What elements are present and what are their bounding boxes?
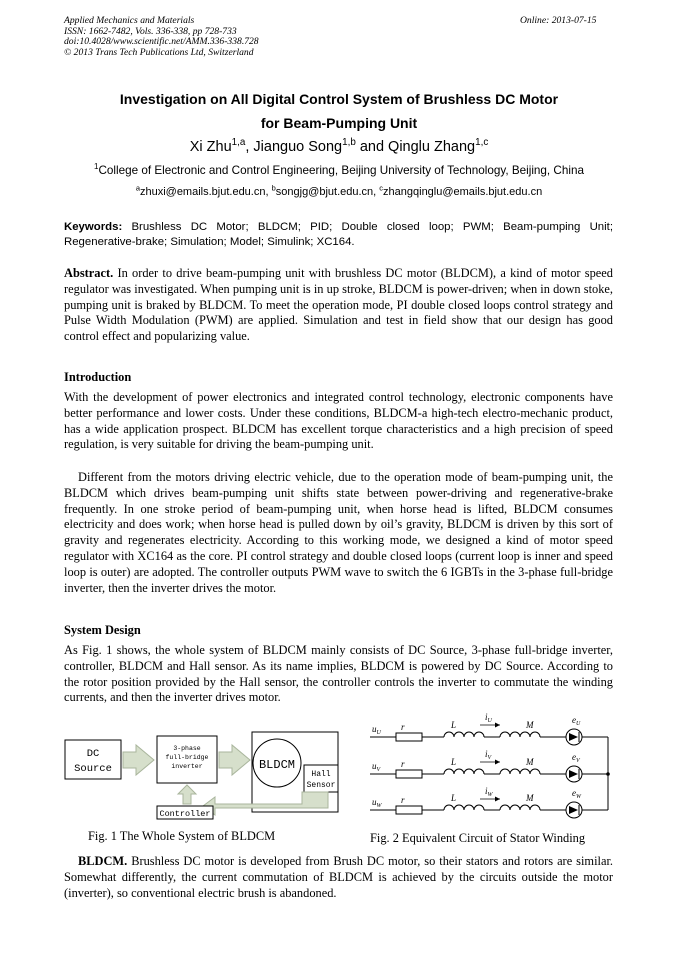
bldcm-paragraph	[64, 854, 613, 901]
figure-2-circuit	[368, 712, 618, 827]
mutual-inductor	[500, 805, 540, 810]
email-link[interactable]: songjg@bjut.edu.cn	[275, 186, 374, 198]
abstract-label: Abstract.	[64, 266, 114, 280]
phase-branch-v	[370, 749, 608, 782]
email-mark: a	[135, 183, 140, 193]
keywords-text: Brushless DC Motor; BLDCM; PID; Double closed loop; PWM; Beam-pumping Unit; Regenerative-brake; Simulation; Model; Simulink; XC164.	[64, 221, 613, 248]
resistor-label: r	[401, 722, 405, 732]
intro-paragraph-2: Different from the motors driving electric vehicle, due to the operation mode of beam-pumping unit, the BLDCM which drives beam-pumping unit shifts state between power-driving and regenerative-brake frequently. In one stroke period of beam-pumping unit, when horse head is lifted, BLDCM consumes electricity and does work; when horse head is pulled down by oil’s gravity, BLDCM is driven by this sort of gravity and regenerates electricity. According to this working mode, we designed a kind of motor speed regulator with XC164 as the core. PI control strategy and double closed loops (current loop is inner and speed loop is outer) are adopted. The controller outputs PWM wave to switch the 6 IGBTs in the 3-phase full-bridge inverter, then the inverter drives the motor.	[64, 470, 613, 595]
figure-2-caption: Fig. 2 Equivalent Circuit of Stator Winding	[370, 831, 586, 845]
affiliation-mark: 1	[94, 162, 99, 172]
email-mark: b	[271, 183, 276, 193]
author-separator: and	[355, 139, 389, 155]
inverter-label: 3-phase	[173, 745, 201, 752]
journal-issn: ISSN: 1662-7482, Vols. 336-338, pp 728-733	[64, 25, 237, 37]
mutual-inductor-label: M	[526, 757, 534, 767]
keywords	[64, 220, 613, 250]
author-affil-mark: 1,a	[231, 137, 246, 149]
author-name: Jianguo Song	[253, 139, 343, 155]
phase-branch-u	[370, 712, 608, 745]
email-separator: ,	[265, 186, 272, 198]
author-separator: ,	[245, 139, 254, 155]
figure-1-caption: Fig. 1 The Whole System of BLDCM	[88, 829, 276, 843]
mutual-inductor	[500, 769, 540, 774]
phase-branch-w	[370, 786, 608, 818]
affiliation	[0, 164, 678, 177]
email-separator: ,	[373, 186, 380, 198]
journal-copyright: © 2013 Trans Tech Publications Ltd, Switzerland	[64, 46, 254, 58]
section-heading-introduction: Introduction	[64, 370, 132, 384]
hall-sensor-label: Sensor	[306, 781, 336, 790]
resistor-label: r	[401, 759, 405, 769]
emf-label: $e_U$	[572, 715, 581, 727]
bldcm-text: Brushless DC motor is developed from Brush DC motor, so their stators and rotors are similar. Somewhat differently, the current commutation of BLDCM is achieved by the circuits outside the motor (inverter), so conventional electric brush is abandoned.	[64, 854, 613, 900]
current-label: $i_W$	[485, 786, 493, 798]
inductor	[444, 769, 484, 774]
emf-label: $e_W$	[572, 788, 581, 800]
control-signal-arrow	[178, 785, 196, 804]
author-affil-mark: 1,b	[342, 137, 356, 149]
mutual-inductor-label: M	[526, 793, 534, 803]
hall-sensor-label: Hall	[311, 770, 331, 779]
author-list	[0, 139, 678, 155]
bldcm-label: BLDCM.	[78, 854, 128, 868]
affiliation-text: College of Electronic and Control Engineering, Beijing University of Technology, Beijing, China	[98, 164, 584, 177]
email-link[interactable]: zhuxi@emails.bjut.edu.cn	[139, 186, 266, 198]
inductor	[444, 805, 484, 810]
voltage-label: $u_V$	[372, 761, 381, 773]
current-label: $i_V$	[485, 749, 492, 761]
emf-label: $e_V$	[572, 752, 580, 764]
inductor-label: L	[451, 793, 457, 803]
current-label: $i_U$	[485, 712, 492, 724]
keywords-label: Keywords:	[64, 221, 123, 233]
abstract	[64, 266, 613, 345]
voltage-label: $u_W$	[372, 797, 382, 809]
resistor	[396, 770, 422, 778]
email-link[interactable]: zhangqinglu@emails.bjut.edu.cn	[383, 186, 543, 198]
author-emails	[0, 183, 678, 198]
dc-source-label: Source	[74, 763, 112, 775]
motor-label: BLDCM	[258, 758, 296, 772]
power-flow-arrow	[123, 745, 154, 775]
journal-doi: doi:10.4028/www.scientific.net/AMM.336-338.728	[64, 36, 259, 48]
paper-title-line-1: Investigation on All Digital Control System of Brushless DC Motor	[119, 91, 559, 107]
resistor	[396, 806, 422, 814]
journal-header	[64, 16, 259, 58]
resistor	[396, 733, 422, 741]
inductor-label: L	[451, 720, 457, 730]
voltage-label: $u_U$	[372, 724, 381, 736]
system-design-paragraph: As Fig. 1 shows, the whole system of BLDCM mainly consists of DC Source, 3-phase full-bridge inverter, controller, BLDCM and Hall sensor. As its name implies, BLDCM is powered by DC Source. According to the rotor position provided by the Hall sensor, the controller controls the inverter to commutate the winding currents, and then the inverter drives motor.	[64, 643, 613, 705]
section-heading-system-design: System Design	[64, 623, 141, 637]
dc-source-label: DC	[86, 748, 100, 760]
inverter-label: full-bridge	[165, 754, 209, 761]
author-name: Xi Zhu	[189, 139, 232, 155]
intro-paragraph-1: With the development of power electronics and integrated control technology, electronic components have better performance and lower costs. Under these conditions, BLDCM-a high-tech electro-mechanic product, has a wide application prospect. BLDCM has excellent torque characteristics and a high precision of speed regulation, is very suitable for driving the beam-pumping unit.	[64, 390, 613, 452]
inductor-label: L	[451, 757, 457, 767]
figure-1-block-diagram	[62, 726, 352, 826]
inverter-label: inverter	[171, 763, 203, 770]
abstract-text: In order to drive beam-pumping unit with brushless DC motor (BLDCM), a kind of motor speed regulator was investigated. When pumping unit is in up stroke, BLDCM is power-driven; when in down stoke, pumping unit is braked by BLDCM. To meet the operation mode, PI double closed loops control strategy and Pulse Width Modulation (PWM) are applied. Simulation and test in field show that our design has good control effect and popularizing value.	[64, 266, 613, 344]
controller-label: Controller	[159, 809, 211, 819]
journal-name: Applied Mechanics and Materials	[64, 15, 195, 26]
power-flow-arrow	[219, 745, 250, 775]
inductor	[444, 732, 484, 737]
paper-title-line-2: for Beam-Pumping Unit	[260, 115, 418, 131]
author-affil-mark: 1,c	[475, 137, 489, 149]
online-date: Online: 2013-07-15	[520, 15, 597, 26]
mutual-inductor-label: M	[526, 720, 534, 730]
email-mark: c	[379, 183, 384, 193]
resistor-label: r	[401, 795, 405, 805]
mutual-inductor	[500, 732, 540, 737]
author-name: Qinglu Zhang	[388, 139, 476, 155]
